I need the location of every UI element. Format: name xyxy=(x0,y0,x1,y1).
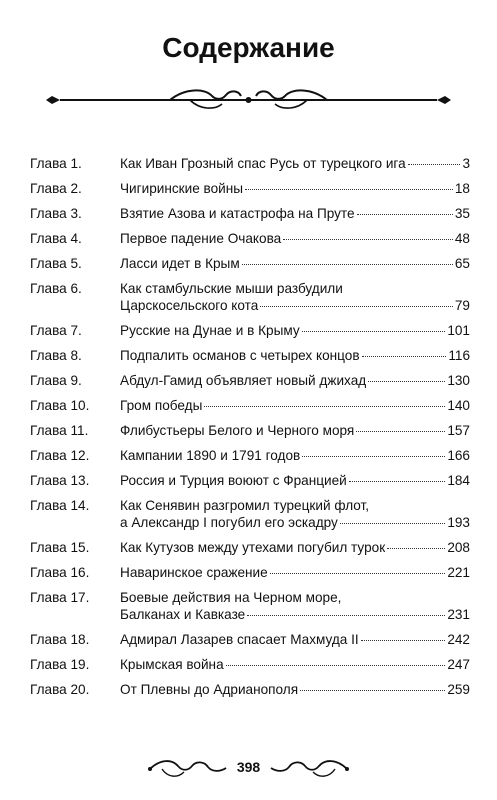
toc-entry xyxy=(30,397,470,414)
chapter-label: Глава 9. xyxy=(30,373,82,388)
toc-entry xyxy=(30,180,470,197)
chapter-title-block xyxy=(120,230,470,247)
dot-leader xyxy=(242,264,453,265)
chapter-title-line: Адмирал Лазарев спасает Махмуда II xyxy=(120,632,359,647)
page-ref: 79 xyxy=(454,298,470,313)
page-title: Содержание xyxy=(162,32,335,63)
toc-entry xyxy=(30,155,470,172)
chapter-title-line: Наваринское сражение xyxy=(120,565,268,580)
page-ref: 231 xyxy=(447,607,470,622)
chapter-title-line: Царскосельского кота xyxy=(120,298,259,313)
page-ref: 157 xyxy=(447,423,470,438)
chapter-label: Глава 5. xyxy=(30,256,82,271)
dot-leader xyxy=(368,381,445,382)
dot-leader xyxy=(349,481,446,482)
chapter-title-block xyxy=(120,564,470,581)
chapter-title-line: Боевые действия на Черном море, xyxy=(120,590,342,605)
chapter-label: Глава 10. xyxy=(30,398,90,413)
dot-leader xyxy=(362,356,447,357)
chapter-title-line: Абдул-Гамид объявляет новый джихад xyxy=(120,373,367,388)
chapter-title-line: Флибустьеры Белого и Черного моря xyxy=(120,423,355,438)
toc-entry xyxy=(30,631,470,648)
chapter-title-line: Русские на Дунае и в Крыму xyxy=(120,323,300,338)
chapter-title-line: Ласси идет в Крым xyxy=(120,256,240,271)
dot-leader xyxy=(387,548,445,549)
toc-entry xyxy=(30,347,470,364)
page-ref: 65 xyxy=(454,256,470,271)
dot-leader xyxy=(302,456,445,457)
toc-entry xyxy=(30,539,470,556)
chapter-label: Глава 11. xyxy=(30,423,89,438)
toc-entry xyxy=(30,230,470,247)
chapter-label: Глава 3. xyxy=(30,206,82,221)
dot-leader xyxy=(204,406,445,407)
dot-leader xyxy=(283,239,453,240)
chapter-title-block xyxy=(120,397,470,414)
toc-entry xyxy=(30,422,470,439)
chapter-title-block xyxy=(120,472,470,489)
page-ref: 3 xyxy=(462,156,470,171)
chapter-title-block xyxy=(120,539,470,556)
chapter-title-block xyxy=(120,205,470,222)
chapter-title-line: Крымская война xyxy=(120,657,224,672)
page-ref: 184 xyxy=(447,473,470,488)
chapter-title-line: Гром победы xyxy=(120,398,203,413)
chapter-title-line: От Плевны до Адрианополя xyxy=(120,682,299,697)
page-footer xyxy=(0,754,497,784)
dot-leader xyxy=(270,573,446,574)
chapter-title-block xyxy=(120,322,470,339)
page-ref: 116 xyxy=(448,348,470,363)
page-number: 398 xyxy=(236,759,261,775)
page-ref: 166 xyxy=(447,448,470,463)
chapter-title-line: Взятие Азова и катастрофа на Пруте xyxy=(120,206,355,221)
chapter-title-line: Кампании 1890 и 1791 годов xyxy=(120,448,301,463)
toc-entry xyxy=(30,372,470,389)
page-ref: 18 xyxy=(454,181,470,196)
chapter-label: Глава 2. xyxy=(30,181,82,196)
toc-entry xyxy=(30,472,470,489)
chapter-label: Глава 1. xyxy=(30,156,82,171)
chapter-title-block xyxy=(120,447,470,464)
chapter-title-block xyxy=(120,497,470,531)
dot-leader xyxy=(408,164,461,165)
chapter-title-line: а Александр I погубил его эскадру xyxy=(120,515,338,530)
chapter-label: Глава 14. xyxy=(30,498,90,513)
toc-entry xyxy=(30,497,470,531)
toc-entry xyxy=(30,255,470,272)
page-ref: 247 xyxy=(447,657,470,672)
page-ref: 259 xyxy=(447,682,470,697)
chapter-title-block xyxy=(120,372,470,389)
dot-leader xyxy=(357,214,453,215)
page-ref: 221 xyxy=(447,565,470,580)
dot-leader xyxy=(361,640,446,641)
chapter-label: Глава 8. xyxy=(30,348,82,363)
dot-leader xyxy=(247,615,445,616)
chapter-title-line: Первое падение Очакова xyxy=(120,231,282,246)
chapter-title-line: Балканах и Кавказе xyxy=(120,607,246,622)
chapter-title-block xyxy=(120,347,470,364)
toc-entry xyxy=(30,564,470,581)
chapter-label: Глава 17. xyxy=(30,590,90,605)
toc-entry xyxy=(30,322,470,339)
dot-leader xyxy=(356,431,445,432)
chapter-title-line: Чигиринские войны xyxy=(120,181,244,196)
toc-entry xyxy=(30,681,470,698)
page-ref: 242 xyxy=(447,632,470,647)
page-ref: 35 xyxy=(454,206,470,221)
chapter-title-line: Россия и Турция воюют с Францией xyxy=(120,473,347,488)
page-ref: 140 xyxy=(447,398,470,413)
chapter-title-line: Подпалить османов с четырех концов xyxy=(120,348,360,363)
chapter-title-block xyxy=(120,589,470,623)
page-ref: 193 xyxy=(447,515,470,530)
dot-leader xyxy=(300,690,445,691)
chapter-title-line: Как Сенявин разгромил турецкий флот, xyxy=(120,498,370,513)
toc-entry xyxy=(30,447,470,464)
dot-leader xyxy=(340,523,445,524)
page-ref: 48 xyxy=(454,231,470,246)
toc-entry xyxy=(30,280,470,314)
dot-leader xyxy=(245,189,453,190)
chapter-title-block xyxy=(120,155,470,172)
chapter-title-line: Как Кутузов между утехами погубил турок xyxy=(120,540,386,555)
chapter-title-line: Как стамбульские мыши разбудили xyxy=(120,281,343,296)
chapter-label: Глава 6. xyxy=(30,281,82,296)
chapter-title-block xyxy=(120,631,470,648)
chapter-label: Глава 4. xyxy=(30,231,82,246)
dot-leader xyxy=(302,331,446,332)
page-ref: 101 xyxy=(447,323,470,338)
page-ref: 208 xyxy=(447,540,470,555)
toc-entry xyxy=(30,589,470,623)
chapter-title-line: Как Иван Грозный спас Русь от турецкого ига xyxy=(120,156,406,171)
table-of-contents xyxy=(30,155,470,706)
title-ornament-divider xyxy=(0,86,497,114)
chapter-title-block xyxy=(120,681,470,698)
chapter-title-block xyxy=(120,255,470,272)
chapter-title-block xyxy=(120,280,470,314)
chapter-title-block xyxy=(120,180,470,197)
dot-leader xyxy=(260,306,453,307)
chapter-title-block xyxy=(120,422,470,439)
chapter-label: Глава 18. xyxy=(30,632,90,647)
toc-entry xyxy=(30,205,470,222)
chapter-label: Глава 16. xyxy=(30,565,90,580)
dot-leader xyxy=(226,665,446,666)
chapter-label: Глава 7. xyxy=(30,323,82,338)
chapter-label: Глава 12. xyxy=(30,448,90,463)
page-ref: 130 xyxy=(447,373,470,388)
chapter-label: Глава 19. xyxy=(30,657,90,672)
toc-entry xyxy=(30,656,470,673)
chapter-label: Глава 20. xyxy=(30,682,90,697)
chapter-title-block xyxy=(120,656,470,673)
chapter-label: Глава 15. xyxy=(30,540,90,555)
chapter-label: Глава 13. xyxy=(30,473,90,488)
